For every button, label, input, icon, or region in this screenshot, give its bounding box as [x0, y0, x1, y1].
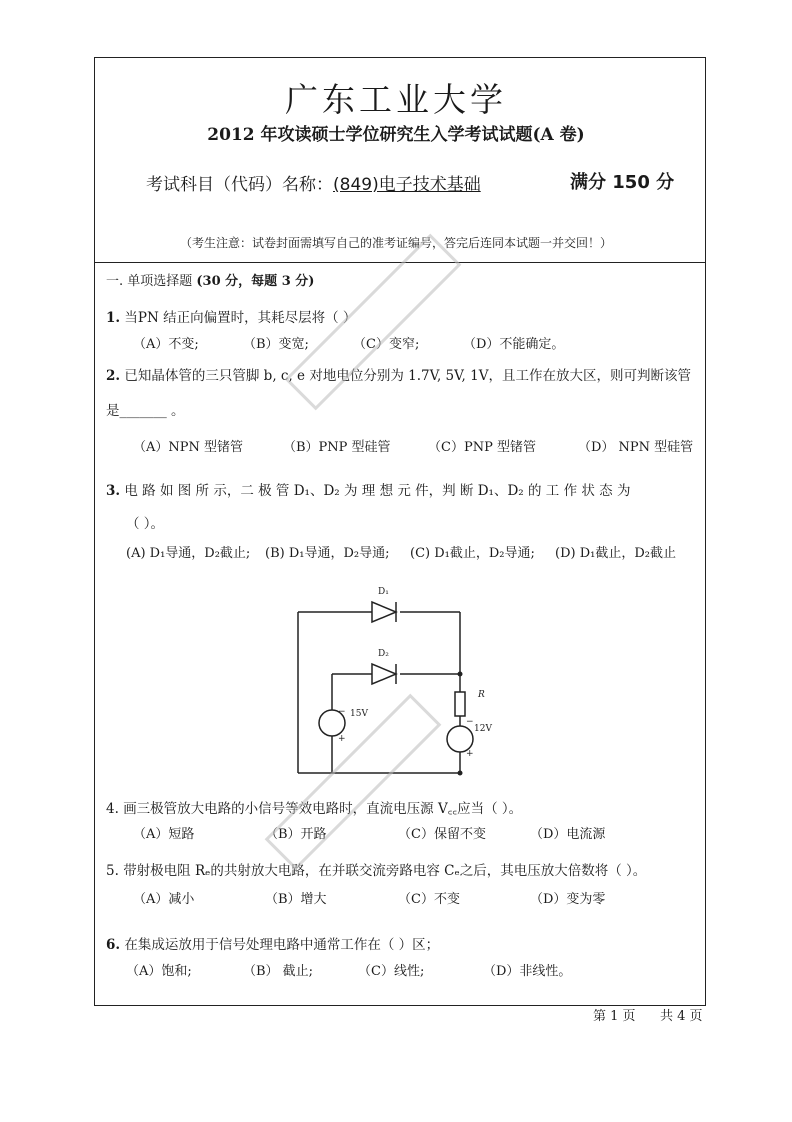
q4-option-c: （C）保留不变: [398, 827, 486, 842]
q6-option-b: （B） 截止;: [243, 964, 314, 979]
question-text: 在集成运放用于信号处理电路中通常工作在（ ）区；: [124, 937, 440, 953]
q4-option-a: （A）短路: [133, 827, 195, 842]
question-text: 画三极管放大电路的小信号等效电路时，直流电压源 V꜀꜀应当（ ）。: [123, 801, 523, 817]
src2-plus: +: [466, 749, 474, 759]
diode-d1-symbol: [372, 602, 396, 622]
q2-continuation: 是_______ 。: [106, 403, 185, 419]
q3-option-a: (A) D₁导通，D₂截止;: [126, 546, 251, 561]
question-text: 当PN 结正向偏置时，其耗尽层将（ ）: [124, 310, 357, 326]
q3-continuation: （ ）。: [126, 516, 165, 532]
subject-line: [146, 170, 481, 195]
q1-option-b: （B）变宽;: [243, 337, 309, 352]
question-1: [106, 306, 356, 326]
resistor-symbol: [455, 692, 465, 716]
question-number: 2.: [106, 368, 121, 384]
question-6: [106, 933, 439, 953]
q1-option-d: （D）不能确定。: [463, 337, 565, 352]
question-2: [106, 364, 691, 384]
src1-minus: −: [338, 707, 346, 717]
label-d1: D₁: [378, 587, 389, 597]
subject-value: (849)电子技术基础: [333, 175, 481, 195]
junction-dot: [458, 672, 463, 677]
q6-option-d: （D）非线性。: [483, 964, 572, 979]
question-number: 3.: [106, 483, 121, 499]
q6-option-c: （C）线性;: [358, 964, 425, 979]
q5-option-a: （A）减小: [133, 892, 195, 907]
candidate-notice: （考生注意：试卷封面需填写自己的准考证编号，答完后连同本试题一并交回！）: [179, 236, 612, 250]
diode-d2-symbol: [372, 664, 396, 684]
q5-option-d: （D）变为零: [530, 892, 606, 907]
question-number: 6.: [106, 937, 121, 953]
q5-option-c: （C）不变: [398, 892, 460, 907]
question-text: 电 路 如 图 所 示，二 极 管 D₁、D₂ 为 理 想 元 件，判 断 D₁、D₂ 的 工 作 状 态 为: [124, 483, 631, 499]
section-title: [106, 270, 314, 289]
section-title-text: 一. 单项选择题: [106, 274, 193, 289]
q1-option-a: （A）不变;: [133, 337, 199, 352]
q4-option-d: （D）电流源: [530, 827, 606, 842]
q3-option-c: (C) D₁截止，D₂导通;: [410, 546, 535, 561]
q3-option-b: (B) D₁导通，D₂导通;: [265, 546, 390, 561]
q6-option-a: （A）饱和;: [126, 964, 192, 979]
question-number: 5.: [106, 863, 119, 879]
university-name: 广东工业大学: [285, 80, 507, 119]
q5-option-b: （B）增大: [265, 892, 327, 907]
junction-dot: [458, 771, 463, 776]
question-number: 4.: [106, 801, 119, 817]
q2-option-c: （C）PNP 型锗管: [428, 440, 536, 455]
question-5: [106, 859, 646, 879]
question-3: [106, 479, 630, 499]
full-score: 满分 150 分: [570, 172, 675, 193]
label-r: R: [478, 690, 485, 700]
q2-option-b: （B）PNP 型硅管: [283, 440, 391, 455]
exam-title: 2012 年攻读硕士学位研究生入学考试试题(A 卷): [207, 125, 585, 145]
label-d2: D₂: [378, 649, 389, 659]
question-text: 带射极电阻 Rₑ的共射放大电路，在并联交流旁路电容 Cₑ之后，其电压放大倍数将（ ）。: [123, 863, 647, 879]
q2-option-d: （D） NPN 型硅管: [578, 440, 694, 455]
src2-minus: −: [466, 717, 474, 727]
question-text: 已知晶体管的三只管脚 b, c, e 对地电位分别为 1.7V, 5V, 1V，且工作在放大区，则可判断该管: [124, 368, 691, 384]
subject-label: 考试科目（代码）名称：: [146, 175, 333, 195]
src1-plus: +: [338, 734, 346, 744]
src2-value: 12V: [474, 724, 492, 734]
q2-option-a: （A）NPN 型锗管: [133, 440, 244, 455]
q4-option-b: （B）开路: [265, 827, 327, 842]
q3-option-d: (D) D₁截止，D₂截止: [555, 546, 676, 561]
section-score-note: (30 分，每题 3 分): [196, 274, 315, 289]
q1-option-c: （C）变窄;: [353, 337, 420, 352]
src1-value: 15V: [350, 709, 368, 719]
total-pages: 共 4 页: [660, 1009, 703, 1024]
page-number: 第 1 页: [593, 1009, 636, 1024]
question-number: 1.: [106, 310, 121, 326]
